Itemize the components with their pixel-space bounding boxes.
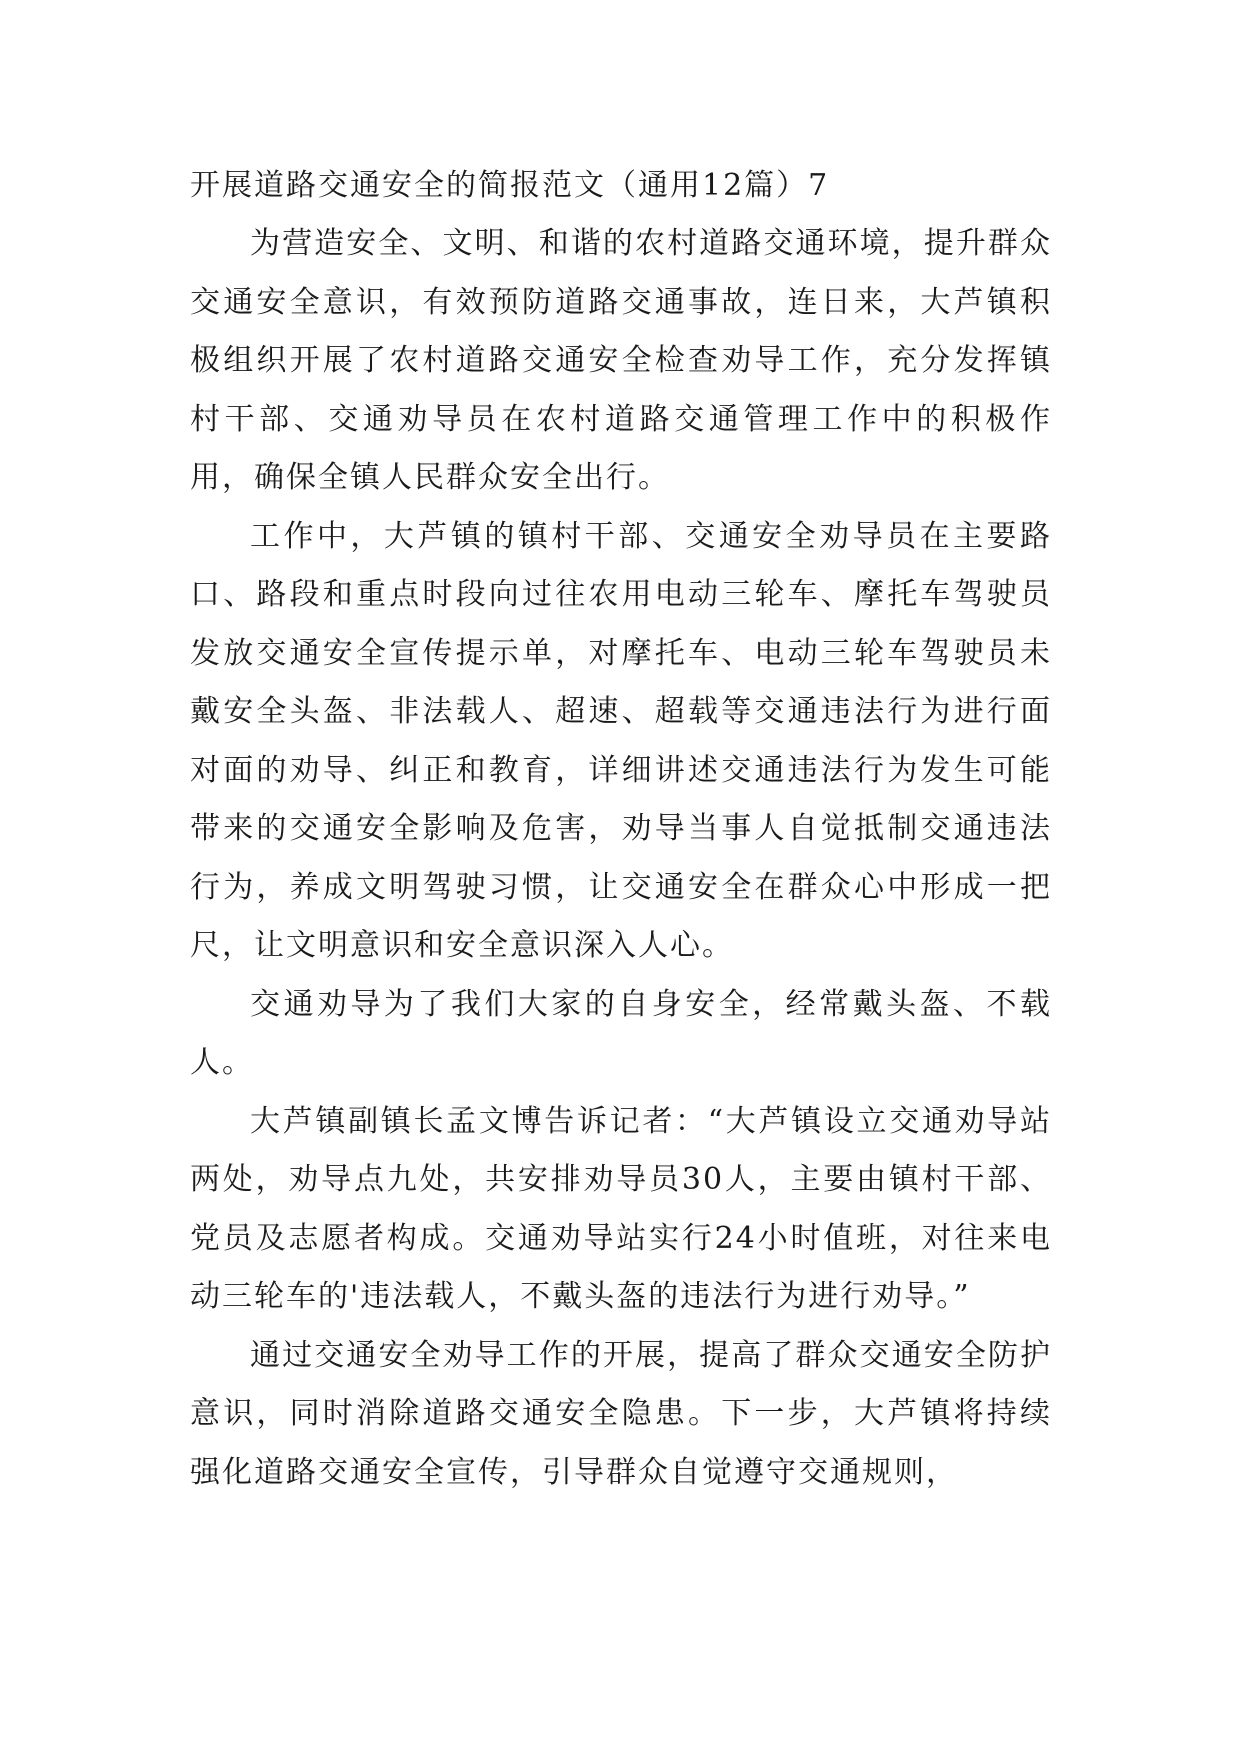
paragraph-3: 交通劝导为了我们大家的自身安全，经常戴头盔、不载人。 <box>190 986 1052 1080</box>
paragraph-5: 通过交通安全劝导工作的开展，提高了群众交通安全防护意识，同时消除道路交通安全隐患。下一步，大芦镇将持续强化道路交通安全宣传，引导群众自觉遵守交通规则， <box>190 1337 1052 1490</box>
paragraph-4: 大芦镇副镇长孟文博告诉记者：“大芦镇设立交通劝导站两处，劝导点九处，共安排劝导员30人，主要由镇村干部、党员及志愿者构成。交通劝导站实行24小时值班，对往来电动三轮车的'违法载人，不戴头盔的违法行为进行劝导。” <box>190 1103 1052 1314</box>
paragraph-2: 工作中，大芦镇的镇村干部、交通安全劝导员在主要路口、路段和重点时段向过往农用电动三轮车、摩托车驾驶员发放交通安全宣传提示单，对摩托车、电动三轮车驾驶员未戴安全头盔、非法载人、超速、超载等交通违法行为进行面对面的劝导、纠正和教育，详细讲述交通违法行为发生可能带来的交通安全影响及危害，劝导当事人自觉抵制交通违法行为，养成文明驾驶习惯，让交通安全在群众心中形成一把尺，让文明意识和安全意识深入人心。 <box>190 518 1052 963</box>
document-body <box>190 157 1052 1502</box>
document-title: 开展道路交通安全的简报范文（通用12篇）7 <box>190 168 830 203</box>
paragraph-1: 为营造安全、文明、和谐的农村道路交通环境，提升群众交通安全意识，有效预防道路交通事故，连日来，大芦镇积极组织开展了农村道路交通安全检查劝导工作，充分发挥镇村干部、交通劝导员在农村道路交通管理工作中的积极作用，确保全镇人民群众安全出行。 <box>190 226 1052 495</box>
